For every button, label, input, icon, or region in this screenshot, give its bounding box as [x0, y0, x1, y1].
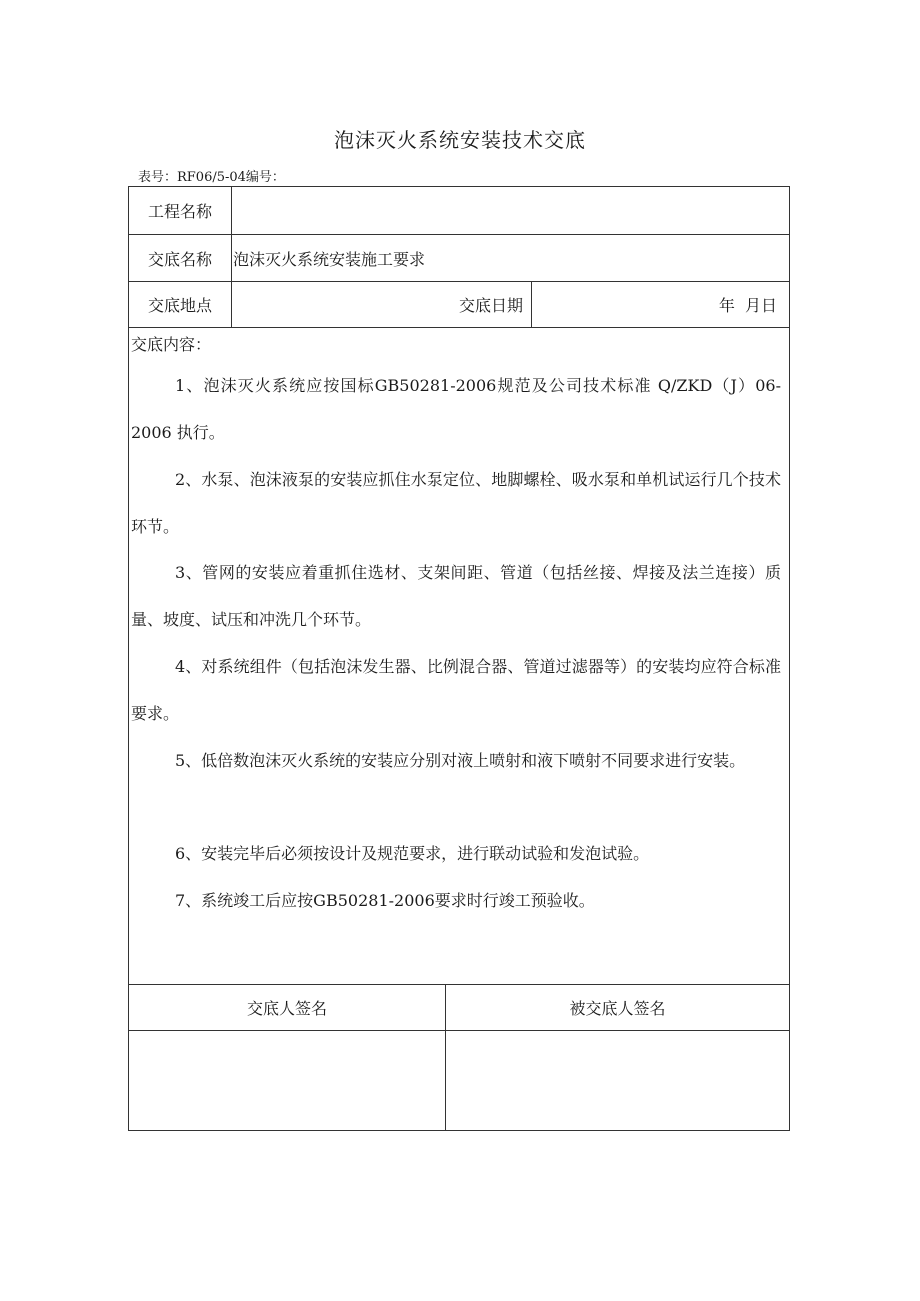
project-name-row [129, 187, 789, 235]
date-label: 交底日期 [432, 282, 532, 327]
location-field[interactable] [232, 282, 432, 327]
document-title: 泡沫灭火系统安装技术交底 [334, 128, 586, 152]
content-item-7-text: 7、系统竣工后应按GB50281-2006要求时行竣工预验收。 [175, 891, 595, 910]
content-item-3-text: 3、管网的安装应着重抓住选材、支架间距、管道（包括丝接、焊接及法兰连接）质量、坡度、试压和冲洗几个环节。 [131, 563, 781, 629]
receiver-signature-field[interactable] [446, 1031, 789, 1130]
handover-name-row [129, 235, 789, 282]
location-date-row [129, 282, 789, 328]
handover-name-label: 交底名称 [129, 235, 232, 281]
content-heading: 交底内容： [131, 335, 212, 354]
content-item-5-text: 5、低倍数泡沫灭火系统的安装应分别对液上喷射和液下喷射不同要求进行安装。 [175, 751, 746, 770]
content-item-1-text: 1、泡沫灭火系统应按国标GB50281-2006规范及公司技术标准 Q/ZKD（J）06-2006 执行。 [131, 376, 781, 442]
content-item-6 [131, 830, 781, 877]
content-item-4-text: 4、对系统组件（包括泡沫发生器、比例混合器、管道过滤器等）的安装均应符合标准要求。 [131, 657, 781, 723]
handover-name-field[interactable]: 泡沫灭火系统安装施工要求 [233, 249, 426, 269]
content-item-5 [131, 737, 781, 784]
location-label: 交底地点 [129, 282, 232, 327]
content-item-1 [131, 362, 781, 456]
content-item-3 [131, 549, 781, 643]
signature-header-row [129, 985, 789, 1031]
content-item-7 [131, 877, 781, 924]
handover-content-section [129, 328, 789, 985]
handover-form-table [128, 186, 790, 1131]
signature-body-row [129, 1031, 789, 1130]
content-item-4 [131, 643, 781, 737]
content-item-2 [131, 456, 781, 550]
giver-signature-label: 交底人签名 [129, 985, 446, 1030]
date-field[interactable]: 年 月日 [718, 296, 777, 315]
giver-signature-field[interactable] [129, 1031, 446, 1130]
content-item-2-text: 2、水泵、泡沫液泵的安装应抓住水泵定位、地脚螺栓、吸水泵和单机试运行几个技术环节。 [131, 470, 781, 536]
content-item-6-text: 6、安装完毕后必须按设计及规范要求，进行联动试验和发泡试验。 [175, 844, 650, 863]
receiver-signature-label: 被交底人签名 [569, 999, 666, 1018]
project-name-field[interactable] [232, 187, 789, 234]
form-number: 表号：RF06/5-04编号： [138, 170, 285, 185]
project-name-label: 工程名称 [129, 187, 232, 234]
